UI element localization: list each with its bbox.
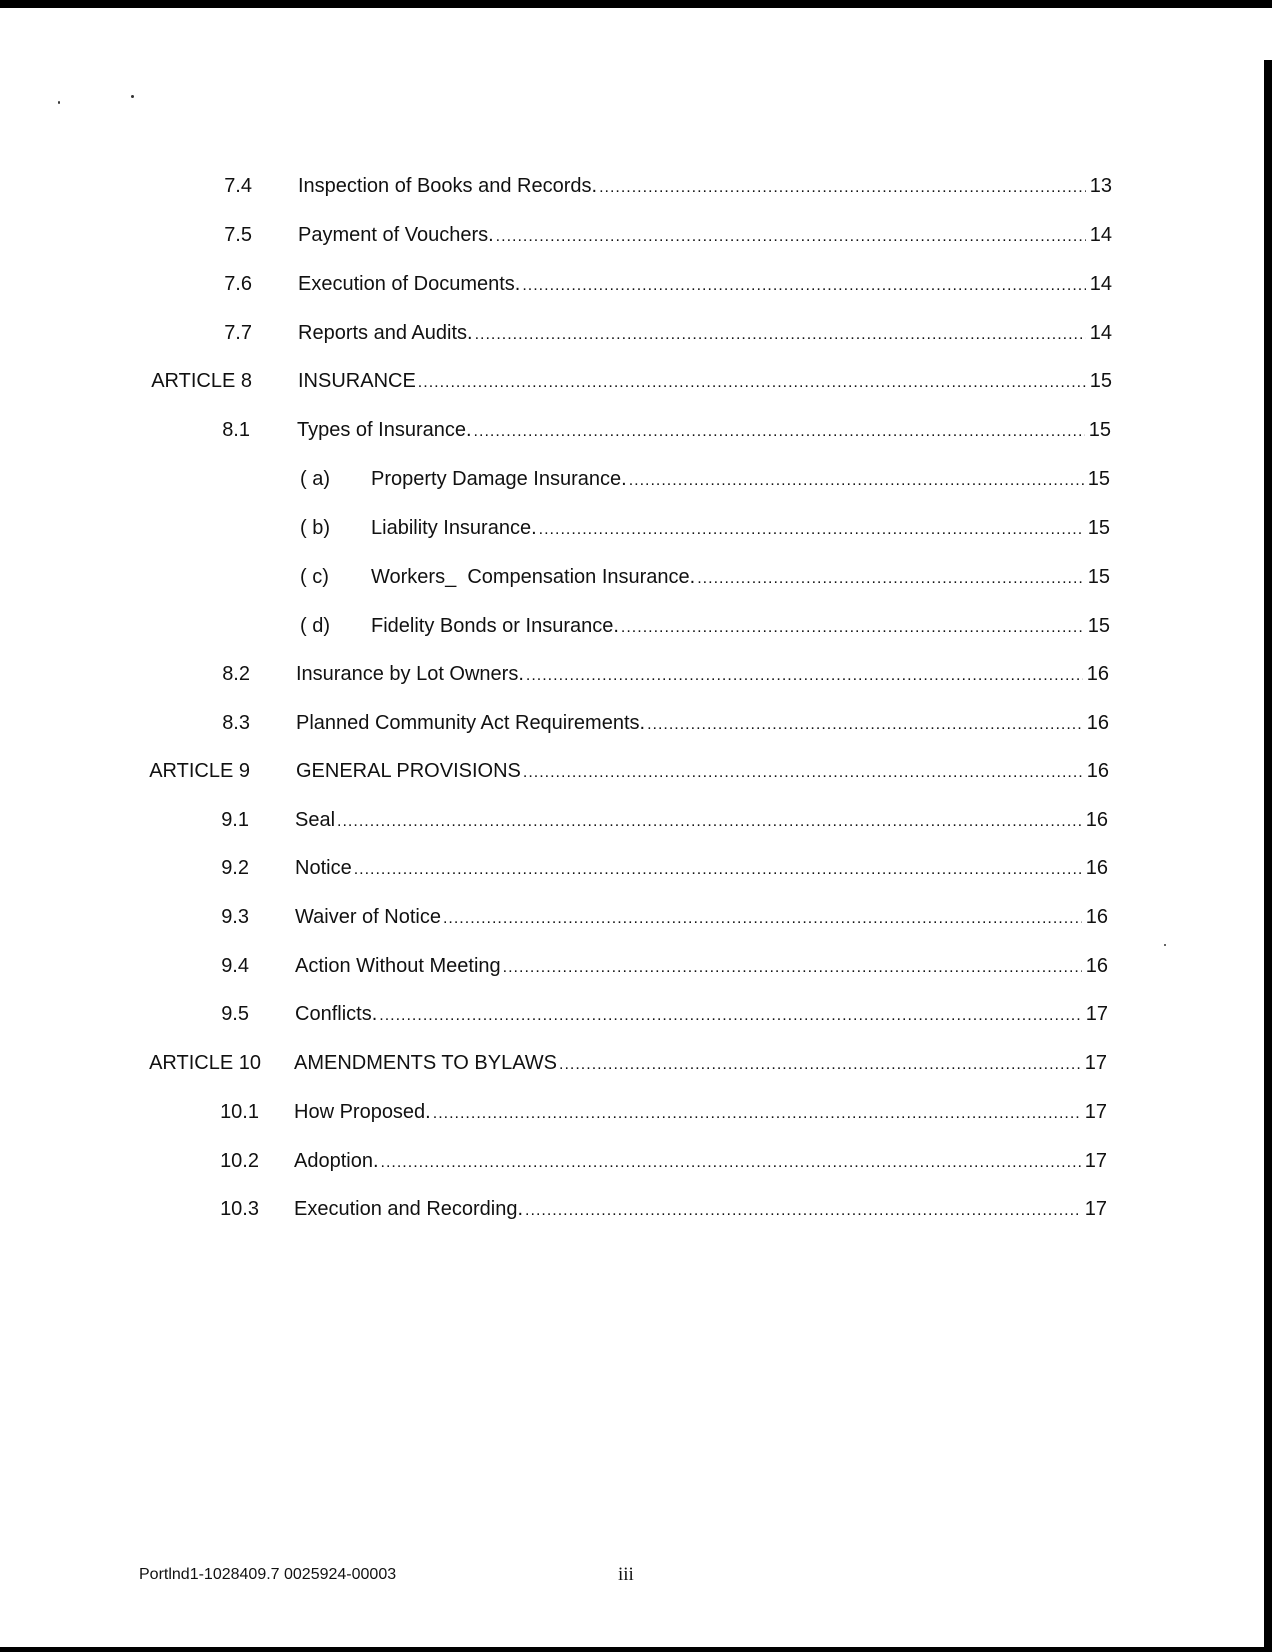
toc-title: Property Damage Insurance. [371,468,627,490]
toc-number: 8.2 [222,663,250,685]
toc-row-10-1 [0,1097,1272,1127]
leader-dots [381,1148,1081,1178]
toc-entry[interactable] [294,1194,1107,1226]
toc-number: 7.6 [224,273,252,295]
toc-entry[interactable] [371,562,1110,594]
toc-page: 16 [1085,955,1108,977]
toc-entry[interactable] [295,805,1108,837]
toc-row-7-5 [0,220,1272,250]
toc-row-8-1-b [0,513,1272,543]
toc-page: 15 [1087,517,1110,539]
leader-dots [523,758,1083,788]
toc-page: 15 [1088,419,1111,441]
toc-number: 7.7 [224,322,252,344]
leader-dots [474,417,1085,447]
toc-entry[interactable] [296,659,1109,691]
leader-dots [629,466,1084,496]
toc-page: 16 [1086,760,1109,782]
toc-title: Fidelity Bonds or Insurance. [371,615,619,637]
toc-page: 15 [1087,468,1110,490]
toc-title: Waiver of Notice [295,906,441,928]
toc-row-article-10 [0,1048,1272,1078]
toc-page: 15 [1087,615,1110,637]
toc-page: 14 [1089,273,1112,295]
toc-row-8-3 [0,708,1272,738]
toc-article-number: ARTICLE 9 [149,760,250,782]
toc-page: 14 [1089,224,1112,246]
leader-dots [621,613,1084,643]
toc-title: INSURANCE [298,370,416,392]
leader-dots [599,173,1086,203]
toc-number: 8.3 [222,712,250,734]
toc-row-9-5 [0,999,1272,1029]
toc-row-article-8 [0,366,1272,396]
toc-row-8-1-c [0,562,1272,592]
toc-entry[interactable] [298,269,1112,301]
toc-row-7-7 [0,318,1272,348]
toc-entry[interactable] [298,171,1112,203]
toc-page: 17 [1084,1052,1107,1074]
leader-dots [443,904,1082,934]
toc-title: GENERAL PROVISIONS [296,760,521,782]
toc-page: 15 [1087,566,1110,588]
toc-entry[interactable] [296,708,1109,740]
leader-dots [496,222,1086,252]
toc-row-9-3 [0,902,1272,932]
toc-title: Conflicts. [295,1003,378,1025]
toc-article-number: ARTICLE 10 [149,1052,261,1074]
toc-number: 9.2 [221,857,249,879]
toc-subsection-label: ( b) [300,517,330,539]
toc-title: Notice [295,857,352,879]
toc-row-8-1-d [0,611,1272,641]
leader-dots [647,710,1083,740]
toc-title: Action Without Meeting [295,955,501,977]
leader-dots [559,1050,1081,1080]
toc-row-8-2 [0,659,1272,689]
toc-entry[interactable] [298,318,1112,350]
toc-entry[interactable] [295,902,1108,934]
toc-page: 17 [1084,1198,1107,1220]
toc-subsection-label: ( a) [300,468,330,490]
leader-dots [418,368,1086,398]
toc-number: 10.2 [220,1150,259,1172]
toc-title: Inspection of Books and Records. [298,175,598,197]
toc-page: 15 [1089,370,1112,392]
toc-row-article-9 [0,756,1272,786]
leader-dots [539,515,1084,545]
toc-number: 9.4 [221,955,249,977]
toc-page: 17 [1084,1150,1107,1172]
toc-row-9-1 [0,805,1272,835]
toc-entry[interactable] [294,1146,1107,1178]
toc-title: Reports and Audits. [298,322,473,344]
toc-entry[interactable] [298,366,1112,398]
toc-page: 17 [1085,1003,1108,1025]
toc-entry[interactable] [296,756,1109,788]
toc-page: 16 [1086,663,1109,685]
leader-dots [503,953,1082,983]
toc-title: Insurance by Lot Owners. [296,663,524,685]
toc-entry[interactable] [297,415,1111,447]
toc-entry[interactable] [371,611,1110,643]
toc-article-number: ARTICLE 8 [151,370,252,392]
footer-page-number: iii [618,1564,634,1585]
toc-title: Workers_ Compensation Insurance. [371,566,696,588]
toc-row-7-4 [0,171,1272,201]
leader-dots [522,271,1085,301]
toc-number: 9.1 [221,809,249,831]
toc-row-10-3 [0,1194,1272,1224]
leader-dots [433,1099,1081,1129]
leader-dots [379,1001,1082,1031]
toc-page: 17 [1084,1101,1107,1123]
toc-title: Execution and Recording. [294,1198,524,1220]
toc-page: 13 [1089,175,1112,197]
leader-dots [475,320,1086,350]
toc-page: 16 [1086,712,1109,734]
toc-entry[interactable] [295,951,1108,983]
toc-entry[interactable] [294,1097,1107,1129]
toc-row-8-1-a [0,464,1272,494]
leader-dots [354,855,1082,885]
toc-title: Planned Community Act Requirements. [296,712,646,734]
toc-page: 14 [1089,322,1112,344]
toc-row-9-4 [0,951,1272,981]
toc-title: Adoption. [294,1150,379,1172]
toc-row-9-2 [0,853,1272,883]
toc-number: 7.5 [224,224,252,246]
toc-title: Execution of Documents. [298,273,521,295]
toc-subsection-label: ( c) [300,566,329,588]
toc-row-8-1 [0,415,1272,445]
toc-number: 9.5 [221,1003,249,1025]
toc-row-10-2 [0,1146,1272,1176]
toc-title: AMENDMENTS TO BYLAWS [294,1052,558,1074]
toc-subsection-label: ( d) [300,615,330,637]
toc-title: Liability Insurance. [371,517,537,539]
leader-dots [337,807,1082,837]
toc-number: 10.1 [220,1101,259,1123]
toc-entry[interactable] [298,220,1112,252]
footer-document-id: Portlnd1-1028409.7 0025924-00003 [139,1566,397,1583]
leader-dots [526,661,1083,691]
toc-entry[interactable] [371,464,1110,496]
toc-number: 8.1 [222,419,250,441]
toc-title: Types of Insurance. [297,419,472,441]
toc-page: 16 [1085,857,1108,879]
toc-entry[interactable] [295,853,1108,885]
toc-entry[interactable] [294,1048,1107,1080]
toc-title: How Proposed. [294,1101,431,1123]
toc-number: 10.3 [220,1198,259,1220]
toc-title: Seal [295,809,336,831]
toc-page: 16 [1085,906,1108,928]
toc-number: 7.4 [224,175,252,197]
toc-row-7-6 [0,269,1272,299]
toc-title: Payment of Vouchers. [298,224,494,246]
leader-dots [525,1196,1081,1226]
leader-dots [697,564,1084,594]
toc-page: 16 [1085,809,1108,831]
toc-entry[interactable] [371,513,1110,545]
toc-entry[interactable] [295,999,1108,1031]
toc-number: 9.3 [221,906,249,928]
